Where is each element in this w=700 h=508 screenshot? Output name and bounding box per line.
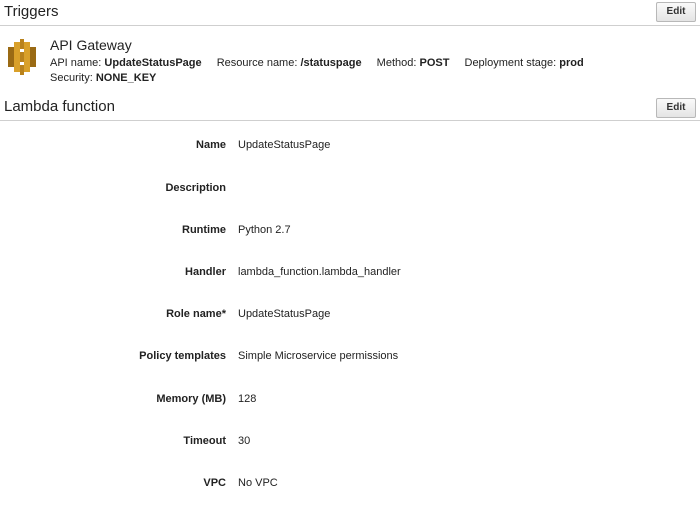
field-label: Memory (MB)	[156, 393, 226, 405]
lambda-edit-button[interactable]: Edit	[656, 98, 696, 118]
field-value: UpdateStatusPage	[238, 308, 331, 320]
triggers-edit-button[interactable]: Edit	[656, 2, 696, 22]
field-row-timeout	[0, 435, 700, 451]
security-detail: Security: NONE_KEY	[50, 72, 157, 84]
field-label: Role name*	[166, 308, 226, 320]
field-row-vpc	[0, 477, 700, 493]
trigger-name: API Gateway	[50, 37, 132, 53]
api-name-value: UpdateStatusPage	[104, 57, 202, 69]
field-label: Name	[196, 139, 226, 151]
field-label: Policy templates	[139, 350, 226, 362]
field-label: Description	[165, 182, 226, 194]
field-label: VPC	[203, 477, 226, 489]
trigger-details	[50, 56, 670, 86]
field-value: lambda_function.lambda_handler	[238, 266, 401, 278]
field-value: Simple Microservice permissions	[238, 350, 399, 362]
trigger-api-gateway[interactable]	[0, 30, 700, 90]
field-label: Timeout	[183, 435, 226, 447]
lambda-title: Lambda function	[4, 98, 115, 115]
resource-name-value: /statuspage	[300, 57, 362, 69]
api-name-detail: API name: UpdateStatusPage	[50, 57, 202, 69]
field-value: 30	[238, 435, 251, 447]
field-label: Handler	[185, 266, 226, 278]
field-row-role-name	[0, 308, 700, 324]
field-value: Python 2.7	[238, 224, 291, 236]
lambda-header	[0, 95, 700, 121]
field-row-memory	[0, 393, 700, 409]
field-row-handler	[0, 266, 700, 282]
deployment-stage-detail: Deployment stage: prod	[464, 57, 584, 69]
api-gateway-icon	[8, 39, 36, 75]
resource-name-detail: Resource name: /statuspage	[216, 57, 362, 69]
field-value: No VPC	[238, 477, 278, 489]
triggers-header	[0, 0, 700, 26]
triggers-title: Triggers	[4, 3, 59, 20]
deployment-stage-value: prod	[559, 57, 584, 69]
security-value: NONE_KEY	[95, 72, 157, 84]
field-row-description	[0, 182, 700, 198]
field-row-runtime	[0, 224, 700, 240]
field-value: UpdateStatusPage	[238, 139, 331, 151]
method-detail: Method: POST	[376, 57, 450, 69]
field-row-name	[0, 139, 700, 155]
method-value: POST	[419, 57, 450, 69]
field-label: Runtime	[182, 224, 226, 236]
field-row-policy-templates	[0, 350, 700, 366]
field-value: 128	[238, 393, 257, 405]
